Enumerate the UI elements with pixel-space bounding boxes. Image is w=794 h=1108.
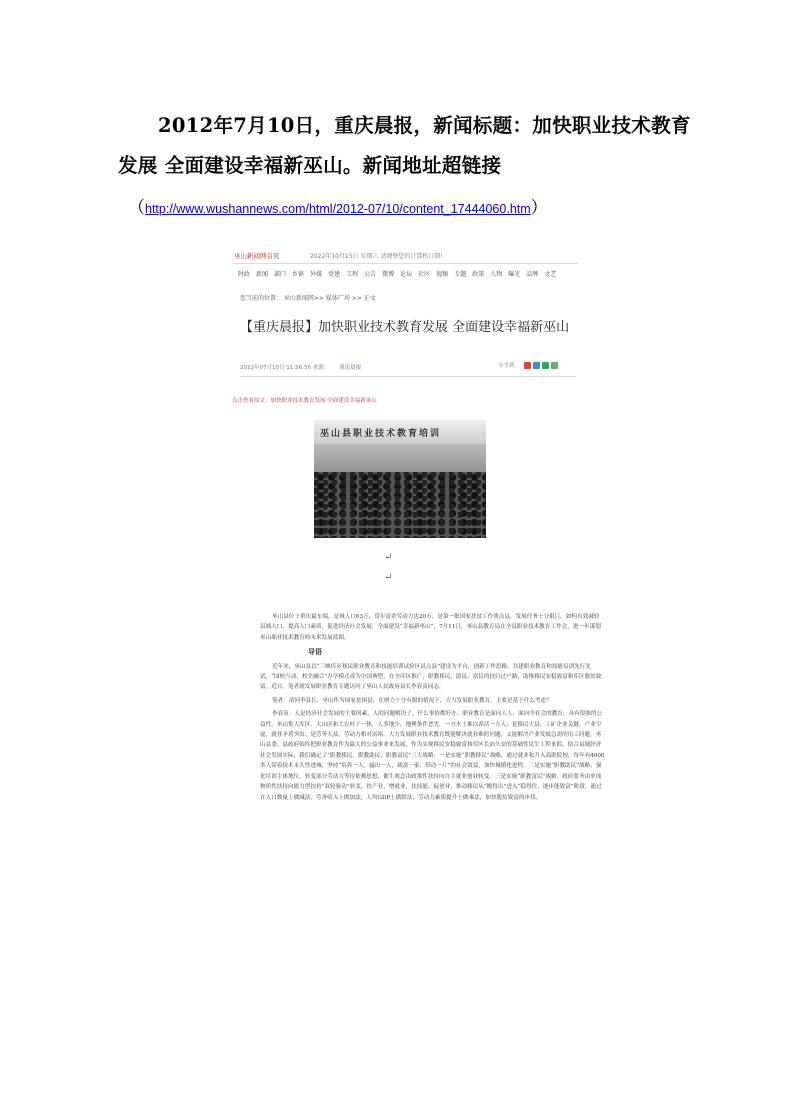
nav-item[interactable]: 工程 <box>346 271 359 278</box>
nav-item[interactable]: 政策 <box>472 271 485 278</box>
paren-close: ） <box>530 198 548 218</box>
nav-item[interactable]: 品牌 <box>526 271 539 278</box>
source-link[interactable]: 重庆晨报 <box>339 365 362 371</box>
divider <box>240 376 576 377</box>
breadcrumb: 您当前的位置： 巫山新闻网>> 媒体广场 >> 正文 <box>240 295 376 302</box>
paren-open: （ <box>128 198 145 218</box>
source-label: 来源： <box>312 365 330 371</box>
date-line: 2022年10月15日 星期六 请调整您的计算机日期! <box>310 253 443 260</box>
photo-crowd <box>314 472 486 538</box>
nav-item[interactable]: 社区 <box>418 271 431 278</box>
more-share-icon[interactable] <box>551 362 558 369</box>
article-body <box>260 612 605 806</box>
nav-item[interactable]: 论坛 <box>400 271 413 278</box>
nav-item[interactable]: 微博 <box>382 271 395 278</box>
article-meta <box>240 363 361 371</box>
nav-item[interactable]: 党建 <box>328 271 341 278</box>
site-topbar <box>232 246 578 264</box>
paragraph: 近年来，巫山县以“三峡库区移民职业教育和技能培训试验区试点县”建设为平台，创新工作思路，共建职业教育和技能培训先行先试，“园校互动、校企融合”办学模式成为全国典型，在全库区推广，职教移民、助民、富民的扶归过户路，助推移民安稳致富和库区脱贫致富。近日，笔者就发展职业教育专题访问了巫山人民政府县长李春寅同志。 <box>260 663 602 691</box>
nav-item[interactable]: 公告 <box>364 271 377 278</box>
nav-item[interactable]: 外媒 <box>310 271 323 278</box>
document-title: 2012年7月10日，重庆晨报，新闻标题：加快职业技术教育发展 全面建设幸福新巫山。新闻地址超链接 <box>118 114 691 177</box>
paragraph: 巫山县位于重庆最东端，是域人口63万，常年富余劳动力达20万，是第一批国家扶贫工作重点县，发展任务十分艰巨。如何有效减轻县域人口、提高人口素质，促进经济社会发展，全面建设“幸福新巫山”，7月11日，巫山县教育局在全县职业技术教育工作会，进一步谋划巫山职业技术教育的未来发展蓝图。 <box>260 614 601 641</box>
news-photo <box>314 420 486 538</box>
share-label: 分享到： <box>498 363 521 369</box>
site-home-link[interactable]: 巫山新闻网首页 <box>234 252 280 260</box>
article-title: 【重庆晨报】加快职业技术教育发展 全面建设幸福新巫山 <box>240 320 570 335</box>
nav-item[interactable]: 乡镇 <box>292 271 305 278</box>
section-subtitle: 导语 <box>308 647 322 657</box>
paragraph: 李春寅：人是经济社会发展的主要因素，人的问题解决了，什么事情都好办。职业教育是面向人人、面向全社会的教育，具有很强的公益性。巫山集大库区、大山区和大农村于一体，人多地少，地理条件恶劣，一方水土难以养活一方人；是移民大县，工矿企业关键，产业空虚，就业矛盾突出；是劳务大县，劳动力相对富裕。大力发展职业技术教育既能解决就业难的问题，又能解决产业发展急需的用工问题。巫山县委、县政府始终把职业教育作为最大的公益事业来发展，作为实现移民安稳致富和库区长治久安的基础性民生工程来抓。结合县域经济社会发展实际，我们确定了“职教移民，职教助民，职教富民”三大战略：一是实施“职教移民”战略，通过就业和升入高职院校，每年有4000多人带着技术永久性进城，坚持“培养一人，输出一人，致富一家，带动一片”的社会效益，加快城镇化进程。二是实施“职教助民”战略，强化培训主体地位，转变部分劳动力等待依赖思想，催生观念由政策性扶持向自主就业创业转变。三是实施“职教富民”战略。政府要务由单纯物质性扶持向能力型扶持“双轮驱动”转变，扶产业，增就业，扶技能，促创业，推动移民从“搬得出”进入“稳得住、逐步能致富”阶段。通过在人口数量上做减法，劳务收入上做加法，人均GDP上做除法，劳动力素质提升上做乘法，加快脱贫致富的步伐。 <box>260 711 605 801</box>
read-original-link[interactable]: 点击查看原文：加快职业技术教育发展 全面建设幸福新巫山 <box>232 398 377 404</box>
nav-item[interactable]: 专题 <box>454 271 467 278</box>
weibo-share-icon[interactable] <box>524 362 531 369</box>
nav-item[interactable]: 新闻 <box>256 271 269 278</box>
qq-share-icon[interactable] <box>533 362 540 369</box>
news-url-link[interactable]: http://www.wushannews.com/html/2012-07/10/content_17444060.htm <box>145 202 531 216</box>
paragraph: 笔者：请问李县长，巫山作为国家贫困县，在财力十分有限的情况下，大力发展职业教育，主要是基于什么考虑？ <box>272 697 552 704</box>
return-mark: ↵ <box>384 572 393 583</box>
renren-share-icon[interactable] <box>542 362 549 369</box>
nav-item[interactable]: 视频 <box>436 271 449 278</box>
nav-item[interactable]: 曝光 <box>508 271 521 278</box>
share-bar <box>498 361 558 369</box>
return-mark: ↵ <box>384 552 393 563</box>
article-timestamp: 2012年07月10日 11:56:56 <box>240 365 311 371</box>
nav-item[interactable]: 部门 <box>274 271 287 278</box>
site-nav <box>238 269 578 278</box>
nav-item[interactable]: 文艺 <box>544 271 557 278</box>
nav-item[interactable]: 人物 <box>490 271 503 278</box>
url-line <box>128 193 548 218</box>
nav-item[interactable]: 时政 <box>238 271 251 278</box>
photo-banner-text: 巫山县职业技术教育培训 <box>320 429 442 439</box>
